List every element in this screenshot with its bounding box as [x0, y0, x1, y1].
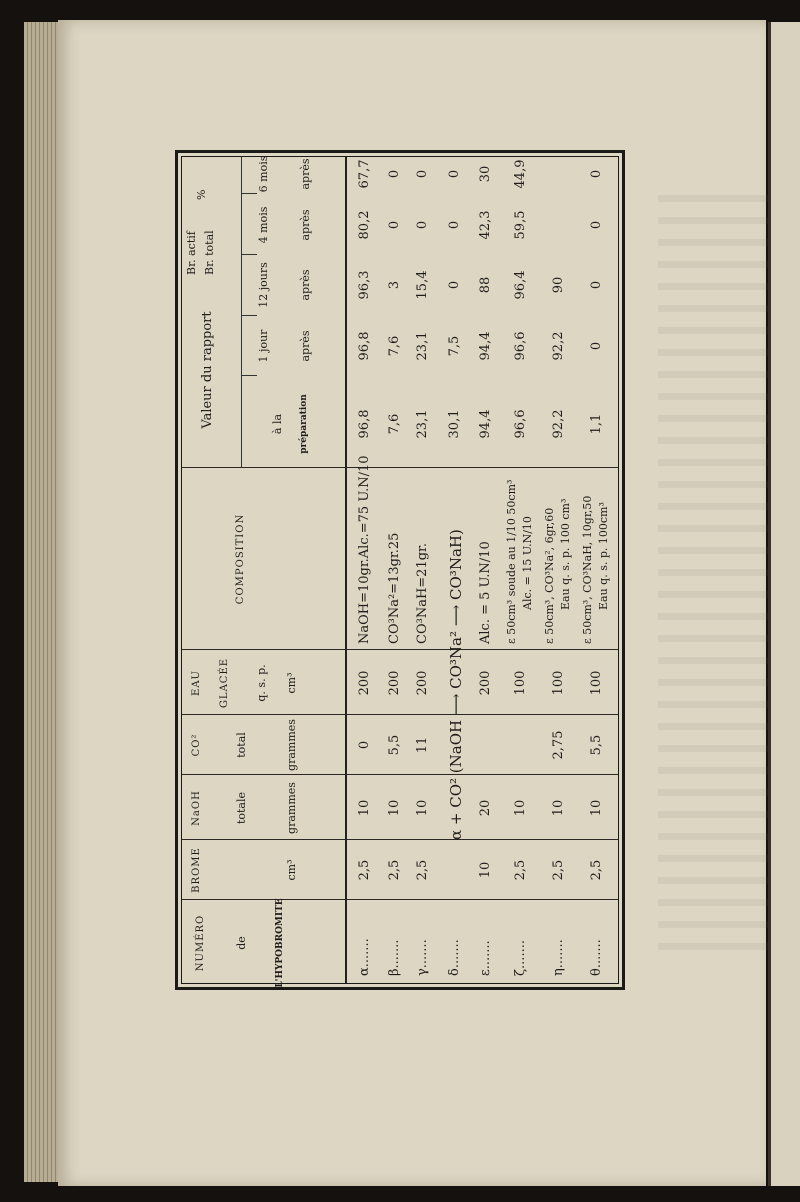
- header-numero-de: de: [235, 936, 248, 950]
- header-numero: NUMÉRO: [195, 914, 206, 972]
- cell-value: 0: [387, 220, 402, 230]
- cell-value: 15,4: [415, 270, 430, 300]
- cell-value: 80,2: [357, 210, 372, 240]
- cell-naoh: 10: [415, 799, 430, 817]
- cell-value: 0: [589, 341, 604, 351]
- col-rule: [182, 467, 618, 468]
- cell-composition: ε 50cm³, CO³NaH, 10gr,50: [581, 495, 594, 644]
- cell-composition: Alc. = 5 U.N/10: [478, 541, 493, 644]
- cell-value: 30,1: [447, 409, 462, 439]
- cell-brome: 2,5: [387, 859, 402, 881]
- cell-value: 30: [478, 165, 493, 183]
- cell-composition: ε 50cm³ soude au 1/10 50cm³: [505, 479, 518, 644]
- cell-value: 0: [589, 220, 604, 230]
- cell-value: 23,1: [415, 409, 430, 439]
- cell-value: 7,6: [387, 335, 402, 357]
- row-label: ζ.......: [513, 940, 528, 976]
- cell-co2: 0: [357, 740, 372, 750]
- cell-value: 0: [447, 220, 462, 230]
- header-time-2: 12 jours: [257, 262, 270, 308]
- cell-naoh: 10: [589, 799, 604, 817]
- sub-rule: [241, 254, 257, 255]
- cell-value: 96,6: [513, 409, 528, 439]
- row-label: η.......: [551, 939, 566, 976]
- cell-value: 0: [447, 169, 462, 179]
- cell-co2: 11: [415, 736, 430, 754]
- cell-value: 42,3: [478, 210, 493, 240]
- cell-value: 96,6: [513, 331, 528, 361]
- cell-brome: 10: [478, 861, 493, 879]
- cell-value: 0: [415, 169, 430, 179]
- cell-composition-line2: Eau q. s. p. 100 cm³: [559, 498, 572, 610]
- row-label: α.......: [357, 938, 372, 976]
- header-numero-hypo: L'HYPOBROMITE: [275, 898, 285, 988]
- col-rule: [182, 714, 618, 715]
- cell-eau: 200: [478, 670, 493, 696]
- cell-composition-line2: Eau q. s. p. 100cm³: [597, 502, 610, 610]
- header-co2-unit: grammes: [285, 719, 298, 771]
- header-brome-unit: cm³: [285, 859, 298, 881]
- cell-value: 94,4: [478, 331, 493, 361]
- header-eau: EAU: [191, 670, 202, 696]
- header-naoh: NaOH: [191, 790, 202, 826]
- cell-value: 0: [387, 169, 402, 179]
- cell-value: 94,4: [478, 409, 493, 439]
- header-time-0-sub: préparation: [299, 394, 309, 454]
- col-rule: [182, 649, 618, 650]
- cell-value: 1,1: [589, 413, 604, 435]
- header-time-1: 1 jour: [257, 329, 270, 363]
- cell-value: 96,3: [357, 270, 372, 300]
- header-co2: CO²: [191, 733, 202, 757]
- header-ratio-unit: %: [195, 189, 208, 200]
- header-composition: COMPOSITION: [235, 513, 246, 605]
- cell-value: 0: [415, 220, 430, 230]
- cell-value: 92,2: [551, 331, 566, 361]
- cell-co2: 5,5: [589, 734, 604, 756]
- cell-brome: 2,5: [513, 859, 528, 881]
- cell-value: 44,9: [513, 159, 528, 189]
- cell-naoh: 10: [357, 799, 372, 817]
- header-eau-glacee: GLACÉE: [219, 657, 230, 709]
- col-rule: [182, 839, 618, 840]
- cell-composition: NaOH=10gr.Alc.=75 U.N/10: [357, 455, 372, 644]
- cell-naoh: 20: [478, 799, 493, 817]
- cell-eau: 100: [551, 670, 566, 696]
- cell-value: 23,1: [415, 331, 430, 361]
- header-eau-qsp: q. s. p.: [255, 664, 268, 702]
- header-time-4: 6 mois: [257, 155, 270, 193]
- header-time-1-sub: après: [299, 330, 312, 362]
- cell-value: 59,5: [513, 210, 528, 240]
- cell-value: 92,2: [551, 409, 566, 439]
- row-label: δ.......: [447, 939, 462, 976]
- cell-composition-span: α + CO² (NaOH ⟶ CO³Na² ⟶ CO³NaH): [447, 529, 465, 840]
- cell-value: 7,6: [387, 413, 402, 435]
- header-naoh-totale: totale: [235, 791, 248, 825]
- cell-value: 88: [478, 276, 493, 294]
- row-label: β.......: [387, 939, 402, 976]
- cell-value: 0: [447, 280, 462, 290]
- header-ratio-num: Br. actif: [185, 231, 198, 275]
- cell-brome: 2,5: [589, 859, 604, 881]
- header-valeur: Valeur du rapport: [200, 311, 215, 429]
- cell-naoh: 10: [387, 799, 402, 817]
- cell-composition: CO³Na²=13gr.25: [387, 532, 402, 644]
- cell-eau: 200: [387, 670, 402, 696]
- ratio-underline: [241, 157, 242, 468]
- header-eau-unit: cm³: [285, 672, 298, 694]
- sub-rule: [241, 375, 257, 376]
- header-co2-total: total: [235, 732, 248, 758]
- col-rule: [182, 774, 618, 775]
- cell-naoh: 10: [551, 799, 566, 817]
- cell-eau: 200: [415, 670, 430, 696]
- next-page-edge: [768, 22, 800, 1186]
- header-time-3: 4 mois: [257, 206, 270, 244]
- rotated-table: [175, 150, 625, 990]
- row-label: γ.......: [415, 939, 430, 976]
- sub-rule: [241, 193, 257, 194]
- row-label: θ.......: [589, 939, 604, 976]
- cell-value: 7,5: [447, 335, 462, 357]
- header-naoh-unit: grammes: [285, 782, 298, 834]
- cell-value: 0: [589, 169, 604, 179]
- cell-composition: ε 50cm³, CO³Na², 6gr,60: [543, 507, 556, 644]
- cell-value: 96,8: [357, 331, 372, 361]
- cell-value: 67,7: [357, 159, 372, 189]
- cell-composition-line2: Alc. = 15 U.N/10: [521, 516, 534, 610]
- header-ratio-den: Br. total: [203, 230, 216, 275]
- row-label: ε.......: [478, 940, 493, 976]
- header-time-3-sub: après: [299, 209, 312, 241]
- cell-brome: 2,5: [357, 859, 372, 881]
- cell-value: 96,8: [357, 409, 372, 439]
- cell-co2: 5,5: [387, 734, 402, 756]
- header-brome: BROME: [191, 847, 202, 893]
- header-time-4-sub: après: [299, 158, 312, 190]
- cell-value: 0: [589, 280, 604, 290]
- sub-rule: [241, 315, 257, 316]
- cell-value: 96,4: [513, 270, 528, 300]
- header-time-2-sub: après: [299, 269, 312, 301]
- cell-composition: CO³NaH=21gr.: [415, 543, 430, 644]
- cell-eau: 200: [357, 670, 372, 696]
- cell-eau: 100: [513, 670, 528, 696]
- cell-eau: 100: [589, 670, 604, 696]
- cell-brome: 2,5: [415, 859, 430, 881]
- cell-brome: 2,5: [551, 859, 566, 881]
- col-rule: [182, 899, 618, 900]
- cell-co2: 2,75: [551, 730, 566, 760]
- cell-value: 90: [551, 276, 566, 294]
- header-separator: [345, 157, 347, 983]
- header-time-0: à la: [271, 413, 284, 435]
- cell-value: 3: [387, 280, 402, 290]
- cell-naoh: 10: [513, 799, 528, 817]
